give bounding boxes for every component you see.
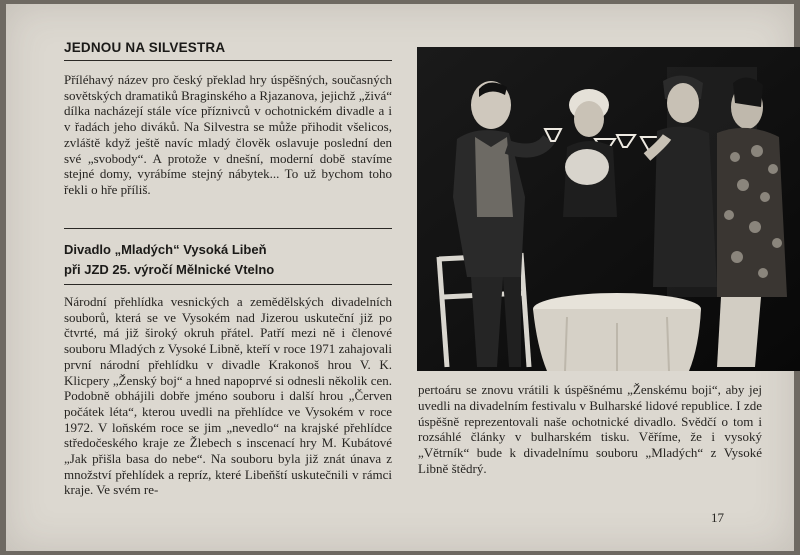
round-table	[533, 293, 701, 371]
intro-text: Příléhavý název pro český překlad hry úspěšných, současných sovětských dramatiků Braginského a Rjazanova, jejichž „živá“ dílka nacházejí stále více příznivců v ochotnickém divadle a i v řadách jeho diváků. Na Silvestra se může přihodit všelicos, zvláště když ještě navíc mladý člověk oslavuje poslední den své „svobody“. A protože v dnešní, moderní době stavíme stejné domy, vyrábíme stejný nábytek... To už bychom toho řekli o hře příliš.	[64, 72, 392, 197]
section-heading: JEDNOU NA SILVESTRA	[64, 40, 226, 55]
continuation-text: pertoáru se znovu vrátili k úspěšnému „Ženskému boji“, aby jej uvedli na divadelním festivalu v Bulharské lidové republice. I zde úspěšně reprezentovali naše ochotnické divadlo. Svědčí o tom i rozsáhlé články v bulharském tisku. Věříme, že i vysoký „Větrník“ bude k divadelnímu souboru „Mladých“ z Vysoké Libně štědrý.	[418, 382, 762, 476]
photo-image	[417, 47, 800, 371]
theatre-scene-photo	[417, 47, 800, 371]
book-page	[6, 4, 794, 551]
continuation-paragraph	[418, 382, 762, 477]
subheading-rule-bottom	[64, 284, 392, 285]
subheading-line-2: při JZD 25. výročí Mělnické Vtelno	[64, 262, 275, 277]
article-subheading	[64, 240, 394, 280]
intro-paragraph	[64, 72, 392, 198]
body-paragraph	[64, 294, 392, 498]
subheading-line-1: Divadlo „Mladých“ Vysoká Libeň	[64, 242, 267, 257]
heading-rule	[64, 60, 392, 61]
body-text: Národní přehlídka vesnických a zemědělských divadelních souborů, která se ve Vysokém nad Jizerou uskuteční již po čtvrté, má již široký okruh přátel. Patří mezi ně i členové souboru Mladých z Vysoké Libně, kteří v roce 1971 zahajovali první národní přehlídku v divadle Krakonoš hrou V. K. Klicpery „Ženský boj“ a hned napoprvé si odnesli několik cen. Podobně obhájili dobře jméno souboru i další hrou „Červen počátek léta“, kterou uvedli na přehlídce ve Vysokém v roce 1972. V loňském roce se jim „nevedlo“ na krajské přehlídce středočeského kraje ze Žlebech s inscenací hry M. Kubátové „Jak přišla basa do nebe“. Na souboru byla již znát únava z množství přehlídek a repríz, které Libeňští uskutečnili v rámci kraje. Ve svém re-	[64, 294, 392, 498]
page-number: 17	[711, 510, 724, 525]
subheading-rule-top	[64, 228, 392, 229]
